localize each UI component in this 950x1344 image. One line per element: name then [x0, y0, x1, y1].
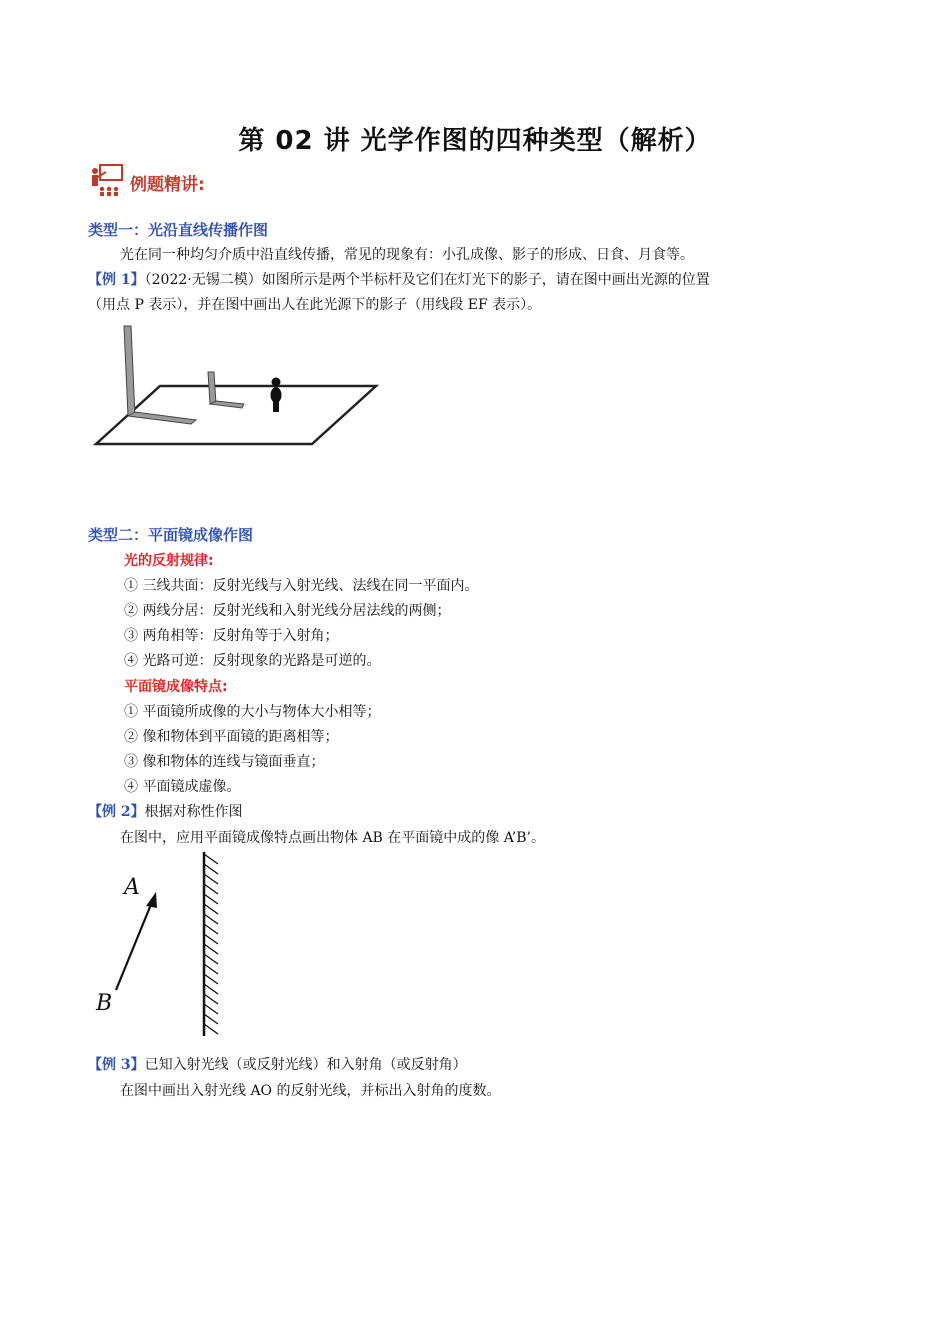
reflection-item: ④ 光路可逆：反射现象的光路是可逆的。 — [124, 653, 381, 669]
label-b: B — [96, 991, 113, 1016]
page-title: 第 02 讲 光学作图的四种类型（解析） — [238, 126, 712, 156]
person-figure — [271, 378, 282, 413]
arrow-head — [146, 892, 157, 908]
example2-desc: 在图中，应用平面镜成像特点画出物体 AB 在平面镜中成的像 A’B’。 — [120, 830, 545, 846]
example1-line1 — [88, 268, 710, 293]
example3-text: 已知入射光线（或反射光线）和入射角（或反射角） — [144, 1057, 467, 1073]
reflection-item: ② 两线分居：反射光线和入射光线分居法线的两侧； — [124, 603, 451, 619]
mirror-title: 平面镜成像特点: — [124, 679, 228, 695]
type2-heading: 类型二：平面镜成像作图 — [88, 526, 254, 544]
example3-tag: 【例 3】 — [88, 1057, 145, 1073]
mirror-item: ④ 平面镜成虚像。 — [124, 779, 241, 795]
reflection-item: ③ 两角相等：反射角等于入射角； — [124, 628, 339, 644]
mirror-item: ② 像和物体到平面镜的距离相等； — [124, 729, 339, 745]
example-banner — [88, 160, 248, 200]
mirror-item: ① 平面镜所成像的大小与物体大小相等； — [124, 704, 381, 720]
example3-desc: 在图中画出入射光线 AO 的反射光线，并标出入射角的度数。 — [120, 1083, 501, 1099]
short-pole — [208, 372, 216, 404]
arrow-ab — [116, 902, 152, 990]
example1-text: （2022·无锡二模）如图所示是两个半标杆及它们在灯光下的影子，请在图中画出光源的位置 — [144, 272, 710, 288]
reflection-title: 光的反射规律: — [124, 553, 214, 569]
example2-tag: 【例 2】 — [88, 804, 145, 820]
mirror-hatching — [204, 854, 218, 1034]
figure-mirror-ab — [90, 848, 230, 1040]
tall-pole-shadow — [128, 412, 196, 424]
example3-line — [88, 1053, 467, 1078]
example2-text: 根据对称性作图 — [144, 804, 243, 820]
type1-intro: 光在同一种均匀介质中沿直线传播，常见的现象有：小孔成像、影子的形成、日食、月食等。 — [120, 247, 694, 263]
example2-line — [88, 800, 243, 825]
label-a: A — [124, 875, 140, 900]
mirror-item: ③ 像和物体的连线与镜面垂直； — [124, 754, 325, 770]
tall-pole — [124, 326, 135, 416]
example1-tag: 【例 1】 — [88, 272, 145, 288]
figure-poles-shadow — [90, 318, 390, 458]
example1-line2: （用点 P 表示），并在图中画出人在此光源下的影子（用线段 EF 表示）。 — [88, 297, 542, 313]
banner-label: 例题精讲: — [130, 175, 205, 195]
short-pole-shadow — [210, 401, 244, 408]
type1-heading: 类型一：光沿直线传播作图 — [88, 221, 269, 239]
reflection-item: ① 三线共面：反射光线与入射光线、法线在同一平面内。 — [124, 578, 479, 594]
teacher-board-icon — [88, 162, 124, 198]
